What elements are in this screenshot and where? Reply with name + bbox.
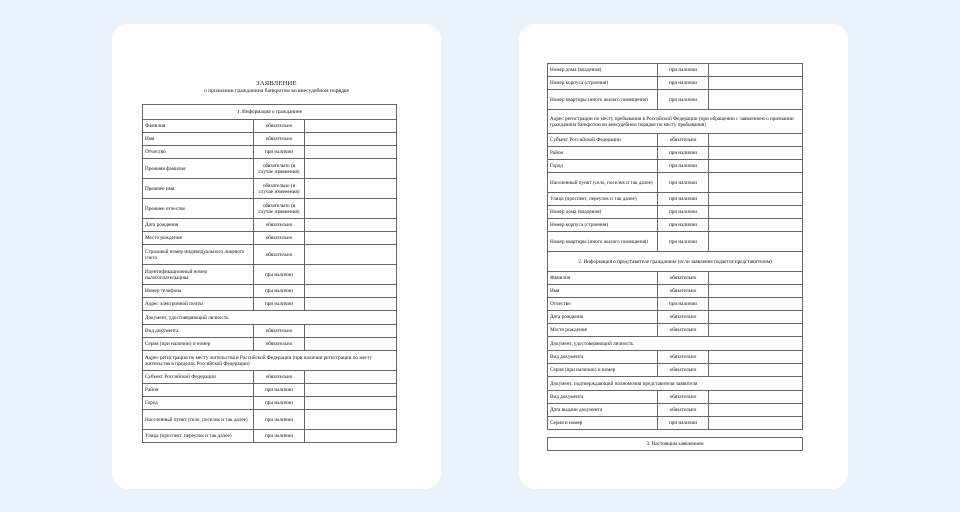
field-value-cell[interactable] — [305, 384, 397, 397]
form-field-row — [143, 384, 397, 397]
form-field-row — [143, 179, 397, 199]
field-label: Идентификационный номер налогоплательщика — [143, 265, 254, 285]
field-value-cell[interactable] — [305, 219, 397, 232]
document-title: ЗАЯВЛЕНИЕ — [256, 80, 297, 87]
field-requirement: обязательно — [658, 324, 709, 337]
field-label: Дата выдачи документа — [548, 404, 658, 417]
field-label: Фамилия — [143, 120, 254, 133]
field-label: Номер дома (владения) — [548, 206, 658, 219]
field-requirement: обязательно — [658, 391, 709, 404]
form-field-row — [143, 232, 397, 245]
form-field-row — [143, 371, 397, 384]
field-requirement: обязательно (в случае изменения) — [254, 159, 305, 179]
section-heading-row — [143, 105, 397, 120]
field-value-cell[interactable] — [709, 160, 803, 173]
field-label: Субъект Российской Федерации — [548, 134, 658, 147]
field-label: Вид документа — [548, 391, 658, 404]
field-requirement: обязательно — [254, 120, 305, 133]
field-label: Серия (при наличии) и номер — [548, 364, 658, 377]
field-requirement: при наличии — [658, 147, 709, 160]
field-requirement: обязательно — [658, 134, 709, 147]
field-value-cell[interactable] — [709, 206, 803, 219]
field-label: Дата рождения — [548, 311, 658, 324]
field-label: Город — [548, 160, 658, 173]
field-value-cell[interactable] — [709, 298, 803, 311]
form-field-row — [548, 272, 803, 285]
form-field-row — [143, 298, 397, 311]
field-value-cell[interactable] — [709, 134, 803, 147]
field-requirement: обязательно — [658, 404, 709, 417]
document-subtitle: о признании гражданина банкротом во внесудебном порядке — [203, 88, 349, 94]
field-requirement: при наличии — [658, 219, 709, 232]
field-requirement: при наличии — [658, 298, 709, 311]
field-requirement: при наличии — [658, 90, 709, 110]
field-requirement: обязательно — [254, 371, 305, 384]
field-label: Имя — [548, 285, 658, 298]
form-field-row — [143, 338, 397, 351]
field-requirement: при наличии — [658, 232, 709, 252]
group-heading: Документ, удостоверяющий личность — [548, 337, 803, 351]
form-field-row — [548, 298, 803, 311]
statement-section-table — [547, 437, 803, 451]
field-requirement: при наличии — [658, 77, 709, 90]
form-field-row — [548, 219, 803, 232]
group-heading-row — [143, 351, 397, 371]
field-label: Населенный пункт (село, поселок и так далее) — [143, 410, 254, 430]
field-label: Улица (проспект, переулок и так далее) — [548, 193, 658, 206]
field-value-cell[interactable] — [709, 90, 803, 110]
field-requirement: обязательно (в случае изменения) — [254, 199, 305, 219]
field-requirement: обязательно — [254, 338, 305, 351]
form-field-row — [143, 285, 397, 298]
field-value-cell[interactable] — [709, 324, 803, 337]
field-value-cell[interactable] — [305, 430, 397, 443]
field-value-cell[interactable] — [709, 391, 803, 404]
field-requirement: при наличии — [658, 417, 709, 430]
field-label: Номер корпуса (строения) — [548, 77, 658, 90]
form-field-row — [143, 199, 397, 219]
form-field-row — [143, 410, 397, 430]
field-value-cell[interactable] — [305, 338, 397, 351]
field-label: Номер дома (владения) — [548, 64, 658, 77]
group-heading: Адрес регистрации по месту жительства в Российской Федерации (при наличии регистрации по месту жительства в пределах Российской Федерации) — [143, 351, 397, 371]
form-field-row — [548, 206, 803, 219]
group-heading: Адрес регистрации по месту пребывания в Российской Федерации (при обращении с заявлением о признании гражданина банкротом во внесудебном порядке по месту пребывания) — [548, 110, 803, 134]
field-value-cell[interactable] — [305, 232, 397, 245]
field-requirement: при наличии — [254, 410, 305, 430]
field-value-cell[interactable] — [305, 285, 397, 298]
form-field-row — [548, 324, 803, 337]
field-label: Субъект Российской Федерации — [143, 371, 254, 384]
field-value-cell[interactable] — [709, 147, 803, 160]
group-heading-row — [143, 311, 397, 325]
form-field-row — [548, 404, 803, 417]
field-requirement: при наличии — [658, 193, 709, 206]
field-label: Вид документа — [143, 325, 254, 338]
field-requirement: обязательно — [658, 364, 709, 377]
document-page-2 — [519, 24, 848, 489]
field-label: Место рождения — [548, 324, 658, 337]
field-value-cell[interactable] — [709, 232, 803, 252]
field-label: Отчество — [548, 298, 658, 311]
form-field-row — [548, 147, 803, 160]
field-value-cell[interactable] — [709, 364, 803, 377]
field-value-cell[interactable] — [305, 265, 397, 285]
field-label: Серия и номер — [548, 417, 658, 430]
document-header — [142, 80, 411, 95]
field-value-cell[interactable] — [305, 298, 397, 311]
field-requirement: обязательно (в случае изменения) — [254, 179, 305, 199]
field-label: Имя — [143, 133, 254, 146]
field-label: Адрес электронной почты — [143, 298, 254, 311]
field-requirement: при наличии — [254, 146, 305, 159]
field-value-cell[interactable] — [305, 371, 397, 384]
field-requirement: обязательно — [658, 351, 709, 364]
field-value-cell[interactable] — [709, 311, 803, 324]
field-requirement: обязательно — [658, 285, 709, 298]
field-value-cell[interactable] — [709, 404, 803, 417]
form-field-row — [548, 160, 803, 173]
form-field-row — [143, 146, 397, 159]
form-field-row — [143, 159, 397, 179]
field-value-cell[interactable] — [305, 120, 397, 133]
field-value-cell[interactable] — [709, 351, 803, 364]
form-field-row — [143, 133, 397, 146]
field-requirement: при наличии — [254, 384, 305, 397]
field-value-cell[interactable] — [709, 64, 803, 77]
field-label: Место рождения — [143, 232, 254, 245]
field-value-cell[interactable] — [305, 179, 397, 199]
form-field-row — [143, 430, 397, 443]
field-label: Город — [143, 397, 254, 410]
field-value-cell[interactable] — [709, 285, 803, 298]
field-value-cell[interactable] — [305, 245, 397, 265]
field-label: Дата рождения — [143, 219, 254, 232]
field-requirement: при наличии — [658, 173, 709, 193]
form-field-row — [548, 134, 803, 147]
field-value-cell[interactable] — [709, 272, 803, 285]
field-value-cell[interactable] — [305, 397, 397, 410]
form-field-row — [548, 173, 803, 193]
field-requirement: при наличии — [658, 160, 709, 173]
section-3-row — [548, 438, 803, 451]
form-field-row — [548, 311, 803, 324]
field-label: Прежнее отчество — [143, 199, 254, 219]
field-label: Фамилия — [548, 272, 658, 285]
field-requirement: обязательно — [658, 311, 709, 324]
field-label: Улица (проспект, переулок и так далее) — [143, 430, 254, 443]
field-requirement: при наличии — [658, 206, 709, 219]
field-requirement: обязательно — [254, 219, 305, 232]
field-label: Прежняя фамилия — [143, 159, 254, 179]
field-value-cell[interactable] — [709, 173, 803, 193]
form-field-row — [143, 265, 397, 285]
section-3-heading: 3. Настоящим заявлением — [548, 438, 803, 451]
field-label: Отчество — [143, 146, 254, 159]
field-label: Серия (при наличии) и номер — [143, 338, 254, 351]
field-label: Прежнее имя — [143, 179, 254, 199]
form-field-row — [548, 351, 803, 364]
form-field-row — [143, 245, 397, 265]
field-requirement: обязательно — [254, 133, 305, 146]
field-requirement: обязательно — [254, 325, 305, 338]
form-field-row — [548, 364, 803, 377]
group-heading: Документ, удостоверяющий личность — [143, 311, 397, 325]
field-value-cell[interactable] — [709, 219, 803, 232]
document-page-1 — [112, 24, 441, 489]
field-requirement: обязательно — [254, 232, 305, 245]
field-value-cell[interactable] — [305, 133, 397, 146]
form-field-row — [548, 391, 803, 404]
field-value-cell[interactable] — [709, 77, 803, 90]
field-requirement: при наличии — [254, 430, 305, 443]
field-value-cell[interactable] — [305, 159, 397, 179]
address-and-representative-table — [547, 63, 803, 430]
form-field-row — [143, 219, 397, 232]
field-label: Вид документа — [548, 351, 658, 364]
field-label: Номер квартиры (иного жилого помещения) — [548, 232, 658, 252]
field-value-cell[interactable] — [305, 325, 397, 338]
field-requirement: обязательно — [254, 245, 305, 265]
field-label: Район — [143, 384, 254, 397]
field-value-cell[interactable] — [305, 410, 397, 430]
section-heading: 1. Информация о гражданине — [143, 105, 397, 120]
field-requirement: при наличии — [254, 265, 305, 285]
field-label: Номер квартиры (иного жилого помещения) — [548, 90, 658, 110]
field-requirement: обязательно — [658, 272, 709, 285]
field-value-cell[interactable] — [305, 199, 397, 219]
field-value-cell[interactable] — [709, 193, 803, 206]
field-label: Номер корпуса (строения) — [548, 219, 658, 232]
field-value-cell[interactable] — [709, 417, 803, 430]
field-label: Район — [548, 147, 658, 160]
section-heading-row — [548, 252, 803, 272]
field-label: Населенный пункт (село, поселок и так далее) — [548, 173, 658, 193]
field-requirement: при наличии — [254, 285, 305, 298]
group-heading-row — [548, 377, 803, 391]
section-heading: 2. Информация о представителе гражданина (если заявление подается представителем) — [548, 252, 803, 272]
group-heading-row — [548, 337, 803, 351]
form-field-row — [143, 325, 397, 338]
field-label: Страховой номер индивидуального лицевого счета — [143, 245, 254, 265]
form-field-row — [548, 64, 803, 77]
field-requirement: при наличии — [254, 397, 305, 410]
form-field-row — [143, 120, 397, 133]
form-field-row — [548, 417, 803, 430]
group-heading-row — [548, 110, 803, 134]
form-field-row — [548, 232, 803, 252]
citizen-info-table — [142, 104, 397, 443]
form-field-row — [548, 285, 803, 298]
form-field-row — [548, 193, 803, 206]
form-field-row — [548, 77, 803, 90]
form-field-row — [143, 397, 397, 410]
field-requirement: при наличии — [254, 298, 305, 311]
field-label: Номер телефона — [143, 285, 254, 298]
field-requirement: при наличии — [658, 64, 709, 77]
form-field-row — [548, 90, 803, 110]
field-value-cell[interactable] — [305, 146, 397, 159]
group-heading: Документ, подтверждающий полномочия представителя заявителя — [548, 377, 803, 391]
